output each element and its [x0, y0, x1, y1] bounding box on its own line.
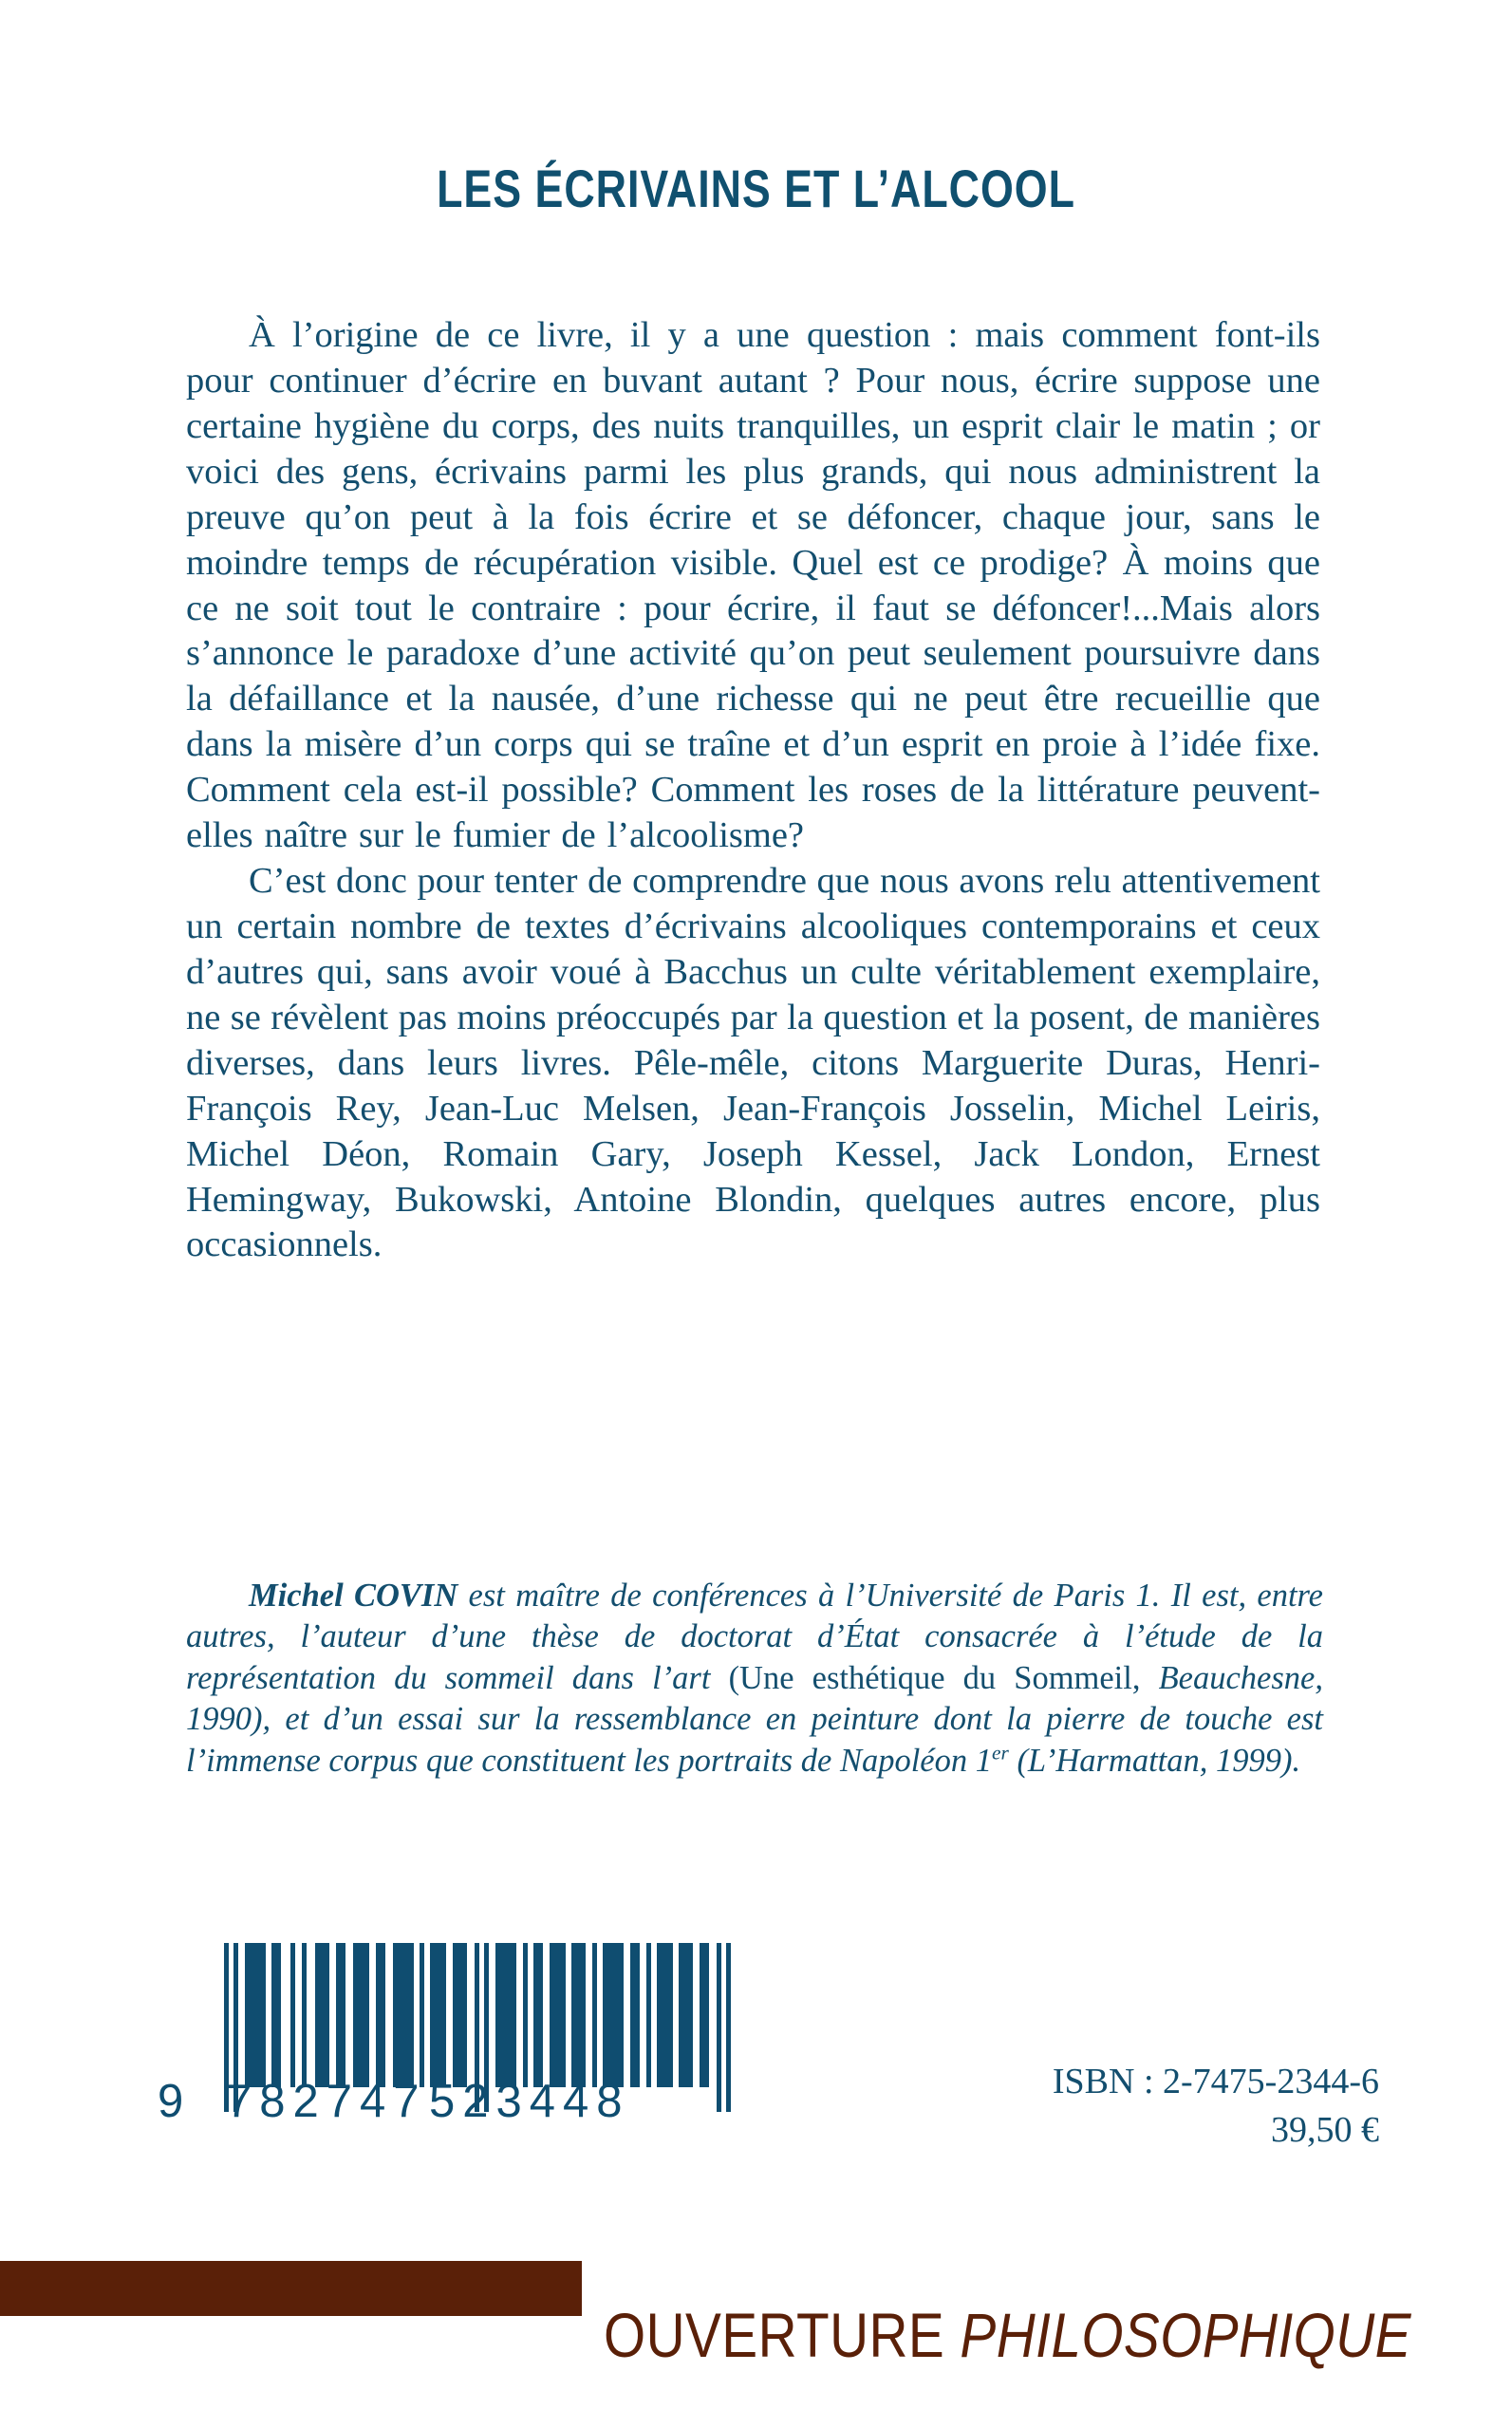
barcode-digits-right: 523448	[429, 2076, 630, 2127]
collection-word-1: OUVERTURE	[604, 2300, 945, 2370]
blurb-text	[186, 313, 1320, 1268]
bio-segment-2: , et d’un essai sur la ressemblance en peinture dont la pierre de touche est l’immense corpus que constituent les portraits de Napoléon 1	[186, 1701, 1323, 1779]
barcode-digits	[158, 2075, 630, 2132]
ordinal-suffix: er	[992, 1741, 1009, 1765]
page-title: LES ÉCRIVAINS ET L’ALCOOL	[437, 159, 1075, 218]
barcode-digits-mid: 782747	[226, 2076, 427, 2127]
bio-segment-1: est maître de conférences à l’Université de Paris 1. Il est, entre autres, l’auteur d’une thèse de doctorat d’État consacrée à l’étude de la représentation du sommeil dans l’art	[186, 1578, 1323, 1696]
isbn-block	[1053, 2058, 1379, 2156]
collection-word-2: PHILOSOPHIQUE	[960, 2300, 1411, 2370]
blurb-paragraph-2: C’est donc pour tenter de comprendre que nous avons relu attentivement un certain nombre de textes d’écrivains alcooliques contemporains et ceux d’autres qui, sans avoir voué à Bacchus un culte véritablement exemplaire, ne se révèlent pas moins préoccupés par la question et la posent, de manières diverses, dans leurs livres. Pêle-mêle, citons Marguerite Duras, Henri-François Rey, Jean-Luc Melsen, Jean-François Josselin, Michel Leiris, Michel Déon, Romain Gary, Joseph Kessel, Jack London, Ernest Hemingway, Bukowski, Antoine Blondin, quelques autres encore, plus occasionnels.	[186, 861, 1320, 1265]
bio-segment-3: (L’Harmattan, 1999).	[1008, 1742, 1301, 1779]
barcode-digit-left: 9	[158, 2076, 185, 2127]
collection-name	[604, 2299, 1411, 2371]
blurb-paragraph-1: À l’origine de ce livre, il y a une question : mais comment font-ils pour continuer d’écrire en buvant autant ? Pour nous, écrire suppose une certaine hygiène du corps, des nuits tranquilles, un esprit clair le matin ; or voici des gens, écrivains parmi les plus grands, qui nous administrent la preuve qu’on peut à la fois écrire et se défoncer, chaque jour, sans le moindre temps de récupération visible. Quel est ce prodige? À moins que ce ne soit tout le contraire : pour écrire, il faut se défoncer!...Mais alors s’annonce le paradoxe d’une activité qu’on peut seulement poursuivre dans la défaillance et la nausée, d’une richesse qui ne peut être recueillie que dans la misère d’un corps qui se traîne et d’un esprit en proie à l’idée fixe. Comment cela est-il possible? Comment les roses de la littérature peuvent-elles naître sur le fumier de l’alcoolisme?	[186, 315, 1320, 856]
barcode-bars	[224, 1943, 604, 2087]
footer-bar	[0, 2261, 582, 2316]
author-bio	[186, 1576, 1323, 1782]
bio-work-publisher: Beauchesne, 1990)	[186, 1659, 1323, 1738]
price: 39,50 €	[1271, 2110, 1379, 2151]
author-name: Michel COVIN	[249, 1578, 458, 1614]
isbn-number: ISBN : 2-7475-2344-6	[1052, 2062, 1379, 2101]
bio-work-title: (Une esthétique du Sommeil,	[728, 1659, 1141, 1696]
